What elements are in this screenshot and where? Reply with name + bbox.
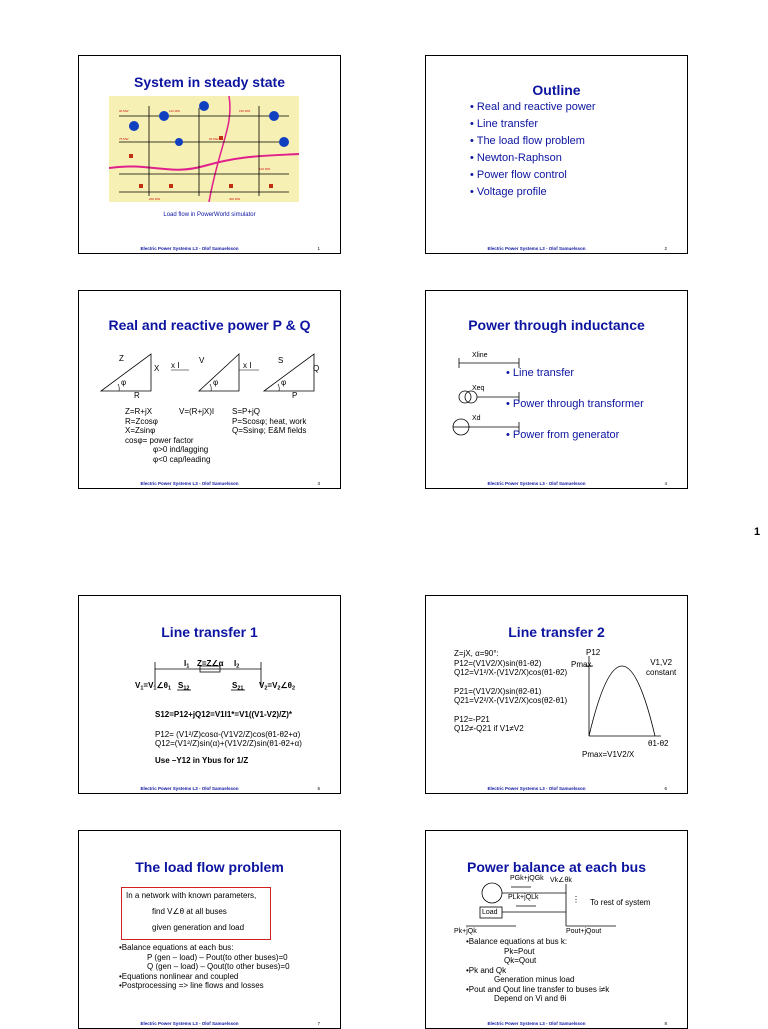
list-item: • The load flow problem: [470, 133, 596, 150]
chart-note: V1,V2 constant: [646, 658, 677, 677]
equations-col2: V=(R+jX)I: [179, 407, 215, 416]
x-eq-label: Xeq: [472, 385, 485, 392]
balance-notes: •Balance equations at bus k: Pk=Pout Qk=Qout •Pk and Qk Generation minus load •Pout and Qout line transfer to buses i≠k Depend on Vi and θi: [466, 937, 610, 1003]
triangle-label: Z: [119, 354, 124, 363]
problem-box: In a network with known parameters, find V∠θ at all buses given generation and load: [121, 887, 271, 940]
rest-of-system-label: To rest of system: [590, 898, 651, 907]
svg-text:93 MW: 93 MW: [209, 137, 219, 141]
slide-caption: Load flow in PowerWorld simulator: [163, 212, 256, 218]
triangle-label: Q: [313, 364, 320, 373]
list-item: • Real and reactive power: [470, 99, 596, 116]
triangle-label: X: [154, 364, 160, 373]
ybus-note: Use –Y12 in Ybus for 1/Z: [155, 756, 249, 765]
svg-text:I1: I1: [184, 659, 190, 670]
load-flow-label: PLk+jQLk: [508, 894, 539, 901]
line-transfer-equations: Z=jX, α=90°: P12=(V1V2/X)sin(θ1-θ2) Q12=V1²/X-(V1V2/X)cos(θ1-θ2) P21=(V1V2/X)sin(θ2-θ1) Q21=V2²/X-(V1V2/X)cos(θ2-θ1) P12=-P21 Q12≠-Q21 if V1≠V2: [454, 649, 568, 733]
list-item: • Power through transformer: [506, 389, 644, 420]
slide-8: Power balance at each bus PGk+jQGk Vk∠θk PLk+jQLk Load ⋮ To rest of system Pk+jQk Pout+jQout •Balance equations at bus k: Pk=Pout Qk=Qout •Pk and Qk Generation minus load •Pout and Qout line transfer to buses i≠k Depend on Vi and θi Electric Power Systems L3 - Olof Samuelsson 8: [425, 830, 688, 1029]
svg-text:90 MW: 90 MW: [119, 109, 129, 113]
outflow-label: Pout+jQout: [566, 928, 602, 935]
svg-text:75 MW: 75 MW: [119, 137, 129, 141]
slide-3: Real and reactive power P & Q Z X R φ x I V φ x I S Q P φ Z=R+jX R=Zcosφ X=Zsinφ cosφ= power factor φ>0 ind/lagging φ<0 cap/leading V=(R+jX)I S=P+jQ P=Scosφ; heat, work Q=Ssinφ; E&M fields Electric Power Systems L3 - Olof Samuelsson 3: [78, 290, 341, 489]
chart-y-label: P12: [586, 648, 601, 657]
chart-x-label: θ1-θ2: [648, 739, 669, 748]
list-item: • Voltage profile: [470, 184, 596, 201]
s12-equation: S12=P12+jQ12=V1I1*=V1((V1-V2)/Z)*: [155, 710, 292, 719]
slide-4: Power through inductance Xline Xeq Xd • Line transfer • Power through transformer • Power from generator Electric Power Systems L3 - Olof Samuelsson 4: [425, 290, 688, 489]
x-d-label: Xd: [472, 415, 481, 422]
equations-col3: S=P+jQ P=Scosφ; heat, work Q=Ssinφ; E&M fields: [232, 407, 307, 435]
list-item: • Line transfer: [470, 116, 596, 133]
slide-1: System in steady state 90 MW 112 MW 150 MW 75 MW 93 MW 100 MW 200 MW 400 MW Load flow in PowerWorld simulator Electric Power Systems L3 - Olof Samuelsson 1: [78, 55, 341, 254]
svg-text:150 MW: 150 MW: [239, 109, 251, 113]
list-item: • Newton-Raphson: [470, 150, 596, 167]
slide-title: Line transfer 1: [161, 624, 258, 640]
triangle-label: φ: [121, 378, 127, 387]
slide-7: The load flow problem In a network with known parameters, find V∠θ at all buses given generation and load •Balance equations at each bus: P (gen – load) – Pout(to other buses)=0 Q (gen – load) – Qout(to other buses)=0 •Equations nonlinear and coupled •Postprocessing => line flows and losses Electric Power Systems L3 - Olof Samuelsson 7: [78, 830, 341, 1029]
slide-2: Outline • Real and reactive power • Line transfer • The load flow problem • Newton-Raphson • Power flow control • Voltage profile Electric Power Systems L3 - Olof Samuelsson 2: [425, 55, 688, 254]
slide-title: Line transfer 2: [508, 624, 605, 640]
triangle-label: P: [292, 391, 298, 400]
q12-equation: Q12=(V1²/Z)sin(α)+(V1V2/Z)sin(θ1-θ2+α): [155, 739, 302, 748]
bus-voltage-label: Vk∠θk: [550, 877, 572, 884]
triangle-label: φ: [281, 378, 287, 387]
chart-pmax-label: Pmax: [571, 660, 592, 669]
svg-text:V2=V2∠θ2: V2=V2∠θ2: [259, 681, 296, 692]
ellipsis-icon: ⋮: [572, 895, 580, 904]
page-number: 1: [754, 526, 761, 538]
slide-title: The load flow problem: [135, 859, 284, 875]
slide-title: Real and reactive power P & Q: [108, 317, 311, 333]
triangle-label: φ: [213, 378, 219, 387]
load-flow-notes: •Balance equations at each bus: P (gen – load) – Pout(to other buses)=0 Q (gen – load) – Qout(to other buses)=0 •Equations nonlinear and coupled •Postprocessing => line flows and losses: [119, 943, 290, 990]
line-pi-model: [79, 656, 341, 706]
inductance-list: [506, 358, 644, 451]
list-item: • Line transfer: [506, 358, 644, 389]
slide-title: Power through inductance: [468, 317, 645, 333]
svg-text:400 MW: 400 MW: [229, 197, 241, 201]
gen-flow-label: PGk+jQGk: [510, 875, 544, 882]
slide-5: Line transfer 1 I1 Z=Z∠α I2 V1=V1∠θ1 S12 S21 V2=V2∠θ2 S12=P12+jQ12=V1I1*=V1((V1-V2)/Z)* P12= (V1²/Z)cosα-(V1V2/Z)cos(θ1-θ2+α) Q12=(V1²/Z)sin(α)+(V1V2/Z)sin(θ1-θ2+α) Use –Y12 in Ybus for 1/Z Electric Power Systems L3 - Olof Samuelsson 5: [78, 595, 341, 794]
slide-6: Line transfer 2 Z=jX, α=90°: P12=(V1V2/X)sin(θ1-θ2) Q12=V1²/X-(V1V2/X)cos(θ1-θ2) P21=(V1V2/X)sin(θ2-θ1) Q21=V2²/X-(V1V2/X)cos(θ2-θ1) P12=-P21 Q12≠-Q21 if V1≠V2 P12 Pmax V1,V2 constant θ1-θ2 Pmax=V1V2/X Electric Power Systems L3 - Olof Samuelsson 6: [425, 595, 688, 794]
svg-text:S12: S12: [178, 681, 190, 692]
slide-title: Power balance at each bus: [467, 859, 646, 875]
svg-text:112 MW: 112 MW: [169, 109, 180, 113]
outline-list: [470, 99, 596, 201]
triangle-label: V: [199, 356, 205, 365]
triangle-label: x I: [171, 361, 180, 370]
triangle-label: R: [134, 391, 140, 400]
list-item: • Power from generator: [506, 420, 644, 451]
slide-title: System in steady state: [134, 74, 285, 90]
svg-text:V1=V1∠θ1: V1=V1∠θ1: [135, 681, 172, 692]
triangle-label: x I: [243, 361, 252, 370]
load-box-label: Load: [482, 909, 498, 916]
p12-equation: P12= (V1²/Z)cosα-(V1V2/Z)cos(θ1-θ2+α): [155, 730, 301, 739]
powerworld-one-line-diagram: [109, 96, 299, 202]
equations-col1: Z=R+jX R=Zcosφ X=Zsinφ cosφ= power factor φ>0 ind/lagging φ<0 cap/leading: [125, 407, 211, 464]
svg-text:200 MW: 200 MW: [149, 197, 161, 201]
list-item: • Power flow control: [470, 167, 596, 184]
svg-text:Z=Z∠α: Z=Z∠α: [197, 659, 224, 668]
x-line-label: Xline: [472, 352, 488, 359]
svg-text:100 MW: 100 MW: [259, 167, 271, 171]
pmax-formula: Pmax=V1V2/X: [582, 750, 635, 759]
svg-text:I2: I2: [234, 659, 240, 670]
triangle-label: S: [278, 356, 284, 365]
injection-label: Pk+jQk: [454, 928, 477, 935]
slide-title: Outline: [532, 82, 581, 98]
svg-text:S21: S21: [232, 681, 244, 692]
